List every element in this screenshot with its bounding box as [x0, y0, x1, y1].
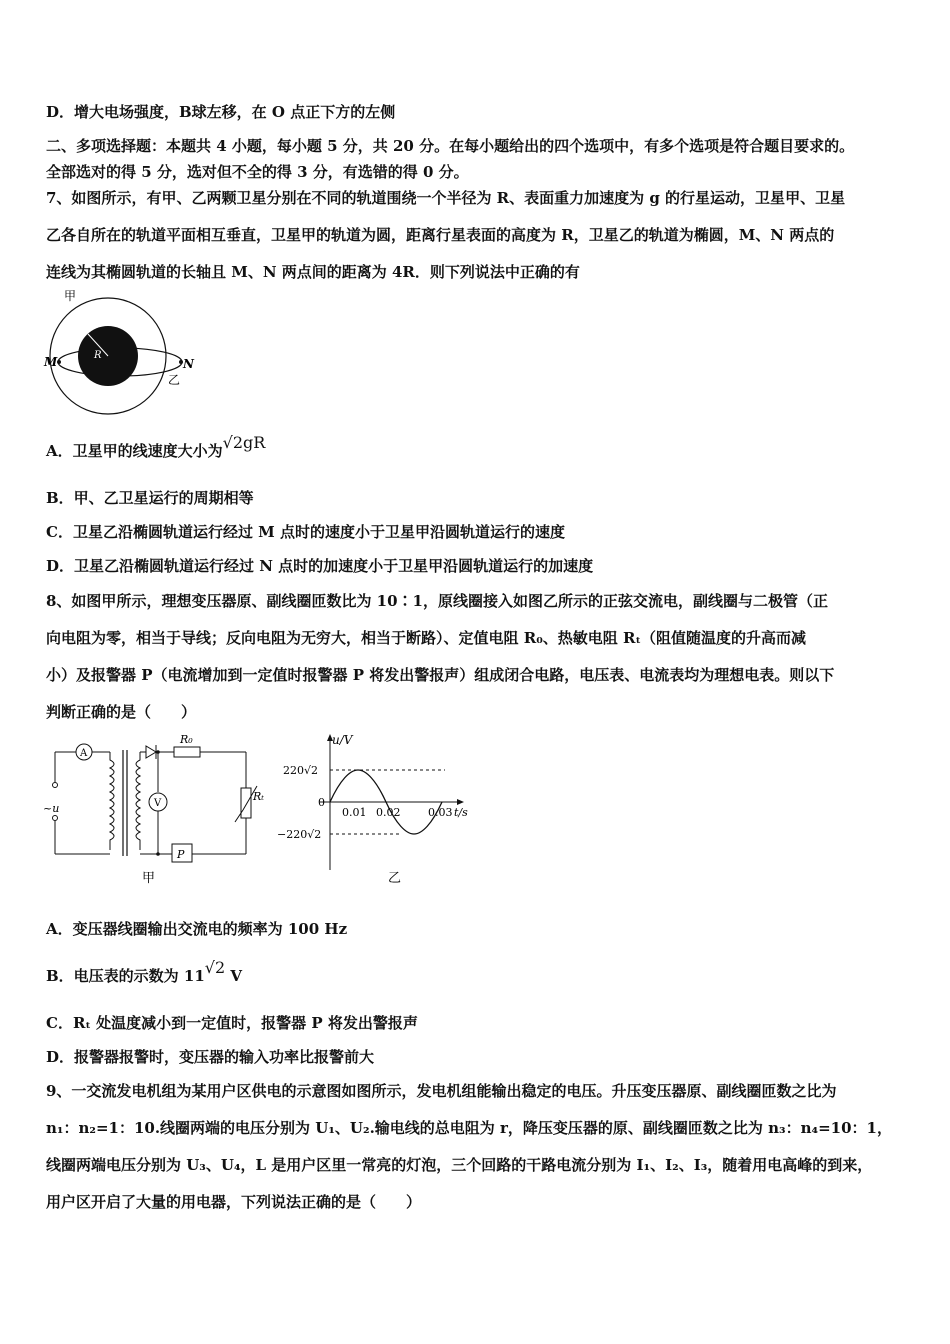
node [156, 852, 160, 856]
diode [146, 746, 156, 758]
q7-orbit-figure [40, 288, 200, 416]
terminal [53, 783, 58, 788]
q7-option-a-math: √2gR [222, 433, 266, 452]
q8-stem-1: 8、如图甲所示，理想变压器原、副线圈匝数比为 10∶1，原线圈接入如图乙所示的正弦交流电，副线圈与二极管（正 [46, 592, 828, 610]
q7-option-d: D．卫星乙沿椭圆轨道运行经过 N 点时的加速度小于卫星甲沿圆轨道运行的加速度 [46, 557, 594, 575]
q7-option-a [46, 433, 266, 461]
label-m: M [44, 355, 58, 369]
q8-option-d: D．报警器报警时，变压器的输入功率比报警前大 [46, 1048, 375, 1066]
q8-option-b [46, 958, 243, 986]
caption-jia: 甲 [142, 871, 156, 886]
q8-circuit-figure [40, 730, 264, 890]
q7-option-a-text: A．卫星甲的线速度大小为 [46, 442, 223, 460]
q8-option-b-text: B．电压表的示数为 11 [46, 967, 205, 985]
section-note: 全部选对的得 5 分，选对但不全的得 3 分，有选错的得 0 分。 [46, 163, 469, 181]
primary-coil [110, 752, 114, 850]
label-yi: 乙 [168, 373, 181, 387]
ammeter-label: A [80, 748, 88, 759]
source-label: ~u [43, 802, 60, 815]
tick-002: 0.02 [376, 806, 401, 819]
p-label: P [177, 848, 185, 861]
q7-option-b: B．甲、乙卫星运行的周期相等 [46, 489, 254, 507]
r0-label: R₀ [180, 733, 193, 746]
q8-stem-3: 小）及报警器 P（电流增加到一定值时报警器 P 将发出警报声）组成闭合电路，电压表、电流表均为理想电表。则以下 [46, 666, 835, 684]
q7-stem-1: 7、如图所示，有甲、乙两颗卫星分别在不同的轨道围绕一个半径为 R、表面重力加速度为 g 的行星运动，卫星甲、卫星 [46, 189, 846, 207]
q8-option-a: A．变压器线圈输出交流电的频率为 100 Hz [46, 920, 348, 938]
q7-stem-2: 乙各自所在的轨道平面相互垂直，卫星甲的轨道为圆，距离行星表面的高度为 R，卫星乙的轨道为椭圆，M、N 两点的 [46, 226, 835, 244]
sine-helper [358, 770, 386, 802]
thermistor-rt [241, 788, 251, 818]
q8-stem-2: 向电阻为零，相当于导线；反向电阻为无穷大，相当于断路）、定值电阻 R₀、热敏电阻 Rₜ（阻值随温度的升高而减 [46, 629, 807, 647]
q8-sine-figure [277, 730, 480, 890]
section-heading: 二、多项选择题：本题共 4 小题，每小题 5 分，共 20 分。在每小题给出的四个选项中，有多个选项是符合题目要求的。 [46, 137, 855, 155]
terminal [53, 816, 58, 821]
origin-label: 0 [318, 796, 325, 809]
q9-stem-2: n₁：n₂=1：10.线圈两端的电压分别为 U₁、U₂.输电线的总电阻为 r，降压变压器的原、副线圈匝数之比为 n₃：n₄=10：1， [46, 1119, 892, 1137]
y-axis-label: u/V [332, 733, 353, 747]
x-axis-arrow [457, 799, 464, 805]
ytop-label: 220√2 [283, 764, 319, 777]
voltmeter-label: V [154, 798, 162, 809]
q9-stem-1: 9、一交流发电机组为某用户区供电的示意图如图所示，发电机组能输出稳定的电压。升压变压器原、副线圈匝数之比为 [46, 1082, 837, 1100]
secondary-coil [136, 752, 140, 850]
label-r: R [94, 350, 102, 361]
point-m [57, 360, 61, 364]
q8-option-c: C．Rₜ 处温度减小到一定值时，报警器 P 将发出警报声 [46, 1014, 418, 1032]
tick-003: 0.03 [428, 806, 453, 819]
rt-label: Rₜ [253, 790, 264, 803]
q8-stem-4: 判断正确的是（ ） [46, 703, 197, 721]
q9-stem-4: 用户区开启了大量的用电器，下列说法正确的是（ ） [46, 1193, 422, 1211]
option-d-prev: D．增大电场强度，B球左移，在 O 点正下方的左侧 [46, 103, 396, 121]
q7-stem-3: 连线为其椭圆轨道的长轴且 M、N 两点间的距离为 4R．则下列说法中正确的有 [46, 263, 580, 281]
caption-yi: 乙 [388, 871, 402, 886]
label-jia: 甲 [64, 289, 77, 303]
tick-001: 0.01 [342, 806, 367, 819]
q9-stem-3: 线圈两端电压分别为 U₃、U₄，L 是用户区里一常亮的灯泡，三个回路的干路电流分别为 I₁、I₂、I₃，随着用电高峰的到来， [46, 1156, 873, 1174]
node [156, 750, 160, 754]
label-n: N [183, 357, 194, 371]
q8-option-b-math: √2 [204, 958, 226, 977]
x-axis-label: t/s [454, 806, 468, 819]
q8-option-b-unit: V [225, 967, 243, 985]
resistor-r0 [174, 747, 200, 757]
q7-option-c: C．卫星乙沿椭圆轨道运行经过 M 点时的速度小于卫星甲沿圆轨道运行的速度 [46, 523, 565, 541]
ybottom-label: −220√2 [277, 828, 322, 841]
